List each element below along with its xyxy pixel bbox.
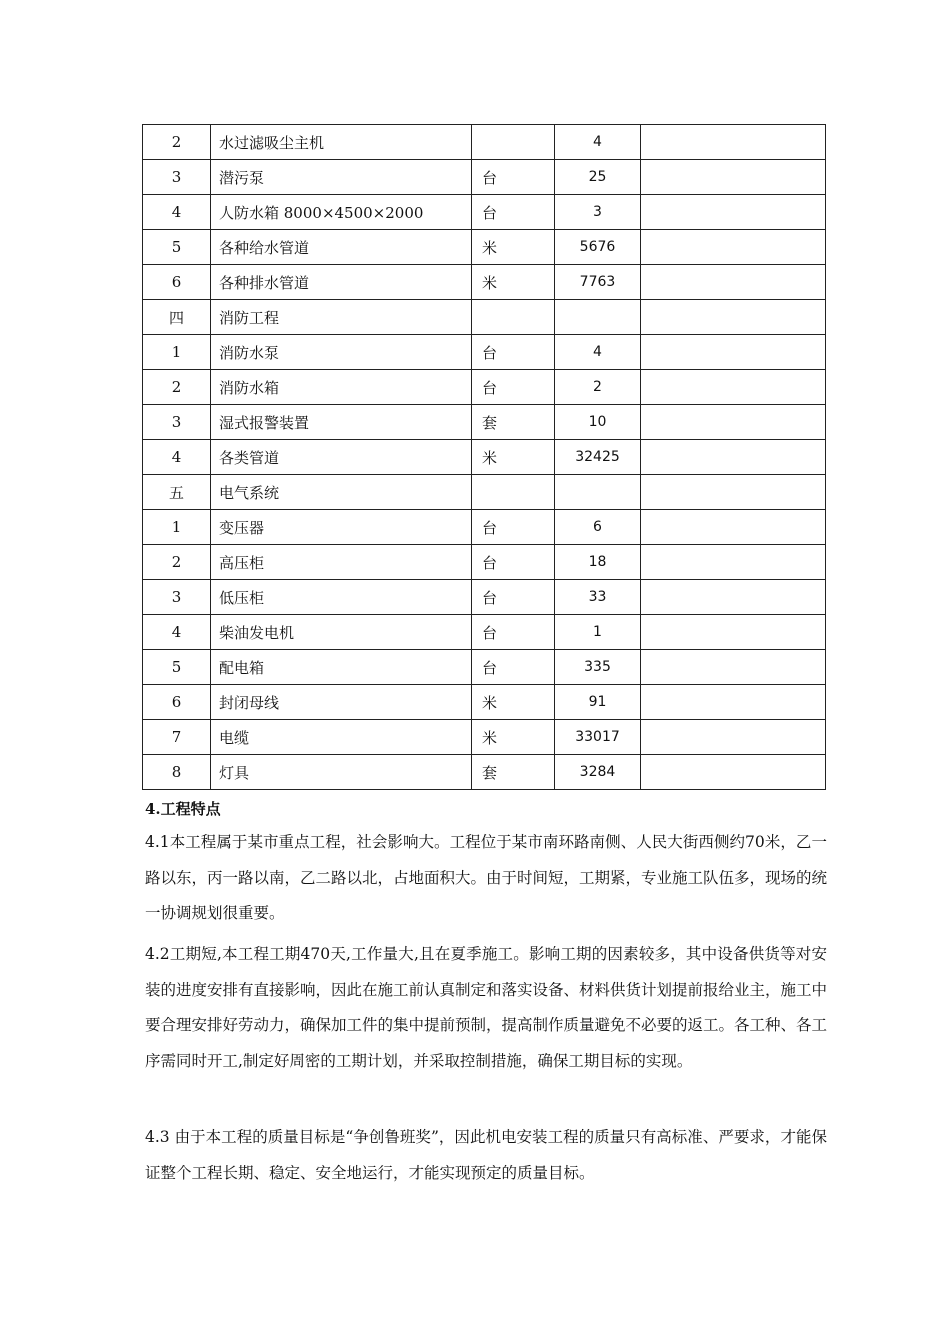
- item-name-cell: 电缆: [211, 720, 472, 755]
- table-row: [143, 440, 826, 475]
- remark-cell: [641, 335, 826, 370]
- item-name-cell: 电气系统: [211, 475, 472, 510]
- item-name-cell: 高压柜: [211, 545, 472, 580]
- quantity-cell: 6: [555, 510, 641, 545]
- item-name-cell: 各类管道: [211, 440, 472, 475]
- quantity-cell: 3284: [555, 755, 641, 790]
- table-row: [143, 650, 826, 685]
- section-heading: 4.工程特点: [145, 800, 221, 818]
- item-name-cell: 配电箱: [211, 650, 472, 685]
- paragraph-4-1: 4.1本工程属于某市重点工程，社会影响大。工程位于某市南环路南侧、人民大街西侧约70米，乙一路以东，丙一路以南，乙二路以北，占地面积大。由于时间短，工期紧，专业施工队伍多，现场的统一协调规划很重要。: [145, 833, 828, 922]
- unit-cell: 米: [472, 685, 555, 720]
- table-row: [143, 685, 826, 720]
- row-number-cell: 6: [143, 265, 211, 300]
- table-row: [143, 160, 826, 195]
- row-number-cell: 3: [143, 405, 211, 440]
- table-row: [143, 580, 826, 615]
- unit-cell: 米: [472, 720, 555, 755]
- remark-cell: [641, 545, 826, 580]
- table-row: [143, 300, 826, 335]
- unit-cell: 台: [472, 580, 555, 615]
- unit-cell: 套: [472, 755, 555, 790]
- item-name-cell: 低压柜: [211, 580, 472, 615]
- item-name-cell: 湿式报警装置: [211, 405, 472, 440]
- table-row: [143, 195, 826, 230]
- row-number-cell: 7: [143, 720, 211, 755]
- remark-cell: [641, 510, 826, 545]
- remark-cell: [641, 720, 826, 755]
- unit-cell: [472, 125, 555, 160]
- remark-cell: [641, 195, 826, 230]
- row-number-cell: 3: [143, 580, 211, 615]
- row-number-cell: 5: [143, 230, 211, 265]
- row-number-cell: 6: [143, 685, 211, 720]
- remark-cell: [641, 230, 826, 265]
- table-row: [143, 370, 826, 405]
- row-number-cell: 4: [143, 440, 211, 475]
- quantity-cell: 7763: [555, 265, 641, 300]
- row-number-cell: 五: [143, 475, 211, 510]
- unit-cell: 台: [472, 510, 555, 545]
- table-row: [143, 125, 826, 160]
- table-row: [143, 755, 826, 790]
- row-number-cell: 5: [143, 650, 211, 685]
- quantity-cell: 3: [555, 195, 641, 230]
- table-row: [143, 615, 826, 650]
- quantity-cell: 1: [555, 615, 641, 650]
- remark-cell: [641, 370, 826, 405]
- remark-cell: [641, 755, 826, 790]
- quantity-cell: 25: [555, 160, 641, 195]
- row-number-cell: 1: [143, 510, 211, 545]
- item-name-cell: 消防水箱: [211, 370, 472, 405]
- remark-cell: [641, 615, 826, 650]
- item-name-cell: 灯具: [211, 755, 472, 790]
- unit-cell: 套: [472, 405, 555, 440]
- remark-cell: [641, 580, 826, 615]
- item-name-cell: 柴油发电机: [211, 615, 472, 650]
- remark-cell: [641, 160, 826, 195]
- unit-cell: 米: [472, 265, 555, 300]
- table-row: [143, 405, 826, 440]
- remark-cell: [641, 475, 826, 510]
- unit-cell: [472, 300, 555, 335]
- quantity-cell: 10: [555, 405, 641, 440]
- row-number-cell: 4: [143, 615, 211, 650]
- equipment-table: [142, 124, 826, 790]
- quantity-cell: 5676: [555, 230, 641, 265]
- row-number-cell: 2: [143, 545, 211, 580]
- remark-cell: [641, 650, 826, 685]
- table-row: [143, 720, 826, 755]
- row-number-cell: 1: [143, 335, 211, 370]
- row-number-cell: 4: [143, 195, 211, 230]
- row-number-cell: 四: [143, 300, 211, 335]
- quantity-cell: 33017: [555, 720, 641, 755]
- item-name-cell: 人防水箱 8000×4500×2000: [211, 195, 472, 230]
- unit-cell: 台: [472, 545, 555, 580]
- unit-cell: 台: [472, 195, 555, 230]
- quantity-cell: 4: [555, 125, 641, 160]
- row-number-cell: 2: [143, 125, 211, 160]
- item-name-cell: 封闭母线: [211, 685, 472, 720]
- item-name-cell: 消防工程: [211, 300, 472, 335]
- remark-cell: [641, 685, 826, 720]
- table-row: [143, 545, 826, 580]
- remark-cell: [641, 405, 826, 440]
- table-row: [143, 510, 826, 545]
- item-name-cell: 水过滤吸尘主机: [211, 125, 472, 160]
- remark-cell: [641, 440, 826, 475]
- item-name-cell: 潜污泵: [211, 160, 472, 195]
- quantity-cell: 335: [555, 650, 641, 685]
- unit-cell: 台: [472, 160, 555, 195]
- unit-cell: [472, 475, 555, 510]
- quantity-cell: 33: [555, 580, 641, 615]
- quantity-cell: [555, 475, 641, 510]
- quantity-cell: 2: [555, 370, 641, 405]
- remark-cell: [641, 265, 826, 300]
- unit-cell: 台: [472, 615, 555, 650]
- item-name-cell: 各种排水管道: [211, 265, 472, 300]
- unit-cell: 台: [472, 650, 555, 685]
- unit-cell: 米: [472, 230, 555, 265]
- item-name-cell: 各种给水管道: [211, 230, 472, 265]
- remark-cell: [641, 300, 826, 335]
- paragraph-4-2: 4.2工期短,本工程工期470天,工作量大,且在夏季施工。影响工期的因素较多，其中设备供货等对安装的进度安排有直接影响，因此在施工前认真制定和落实设备、材料供货计划提前报给业主，施工中要合理安排好劳动力，确保加工件的集中提前预制，提高制作质量避免不必要的返工。各工种、各工序需同时开工,制定好周密的工期计划，并采取控制措施，确保工期目标的实现。: [145, 945, 828, 1070]
- quantity-cell: [555, 300, 641, 335]
- quantity-cell: 32425: [555, 440, 641, 475]
- row-number-cell: 8: [143, 755, 211, 790]
- item-name-cell: 消防水泵: [211, 335, 472, 370]
- quantity-cell: 4: [555, 335, 641, 370]
- unit-cell: 台: [472, 370, 555, 405]
- equipment-table-body: [143, 125, 826, 790]
- table-row: [143, 335, 826, 370]
- table-row: [143, 475, 826, 510]
- unit-cell: 米: [472, 440, 555, 475]
- table-row: [143, 230, 826, 265]
- table-row: [143, 265, 826, 300]
- item-name-cell: 变压器: [211, 510, 472, 545]
- paragraph-4-3: 4.3 由于本工程的质量目标是“争创鲁班奖”，因此机电安装工程的质量只有高标准、严要求，才能保证整个工程长期、稳定、安全地运行，才能实现预定的质量目标。: [145, 1128, 827, 1182]
- row-number-cell: 3: [143, 160, 211, 195]
- remark-cell: [641, 125, 826, 160]
- unit-cell: 台: [472, 335, 555, 370]
- row-number-cell: 2: [143, 370, 211, 405]
- quantity-cell: 91: [555, 685, 641, 720]
- quantity-cell: 18: [555, 545, 641, 580]
